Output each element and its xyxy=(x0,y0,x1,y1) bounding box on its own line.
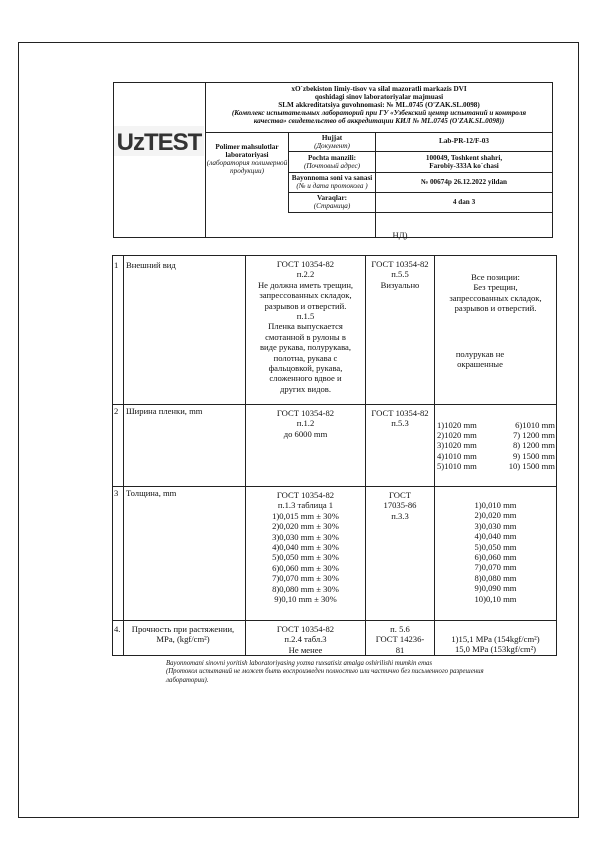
result-line: Без трещин, xyxy=(473,282,518,293)
sheet-label xyxy=(289,194,375,210)
requirement-line: Не должна иметь трещин, xyxy=(257,279,354,290)
doc-label xyxy=(289,134,375,150)
requirement-line: ГОСТ 10354-82 xyxy=(276,259,335,269)
result-line: 3)0,030 mm xyxy=(474,520,517,531)
method-line: 81 xyxy=(395,644,405,655)
requirement-cell xyxy=(246,408,365,439)
method-line: 17035-86 xyxy=(383,500,417,511)
lab-name-uz: Polimer mahsulotlar laboratoriyasi xyxy=(215,143,279,159)
result-line: 1)1020 mm xyxy=(437,420,477,430)
method-line: Визуально xyxy=(380,279,420,290)
requirement-line: 5)0,050 mm ± 30% xyxy=(272,552,339,563)
result-line: 9) 1500 mm xyxy=(512,450,555,461)
requirement-line: сложенного вдвое и xyxy=(269,373,342,384)
org-line: (Комплекс испытательных лабораторий при ГУ «Узбекский центр испытаний и контроля xyxy=(231,109,527,117)
table-fragment: НД) xyxy=(392,230,408,240)
sheet-value: 4 dan 3 xyxy=(452,198,476,206)
org-title xyxy=(206,85,552,125)
protocol-label-ru: (№ и дата протокола ) xyxy=(296,182,368,190)
org-line: SLM akkreditatsiya guvohnomasi: № ML.0745 (O'ZAK.SL.0098) xyxy=(278,101,480,109)
address-label-ru: (Почтовый адрес) xyxy=(303,162,361,170)
requirement-line: 6)0,060 mm ± 30% xyxy=(272,562,339,573)
result-line: 5)0,050 mm xyxy=(474,541,517,552)
address-value xyxy=(376,154,552,170)
result-line: 8)0,080 mm xyxy=(474,572,517,583)
row-parameter-line: Прочность при растяжении, xyxy=(131,624,235,634)
requirement-line: 9)0,10 mm ± 30% xyxy=(274,594,337,605)
result-line: полурукав не xyxy=(455,349,505,359)
result-line: 7) 1200 mm xyxy=(512,430,555,441)
result-line: 2)0,020 mm xyxy=(474,510,517,521)
protocol-value: № 00674p 26.12.2022 yildan xyxy=(420,178,508,186)
table-border xyxy=(112,255,113,655)
requirement-line: запрессованных складок, xyxy=(259,290,352,301)
requirement-line: 4)0,040 mm ± 30% xyxy=(272,542,339,553)
table-border xyxy=(556,255,557,655)
requirement-cell xyxy=(246,490,365,604)
sheet-label-uz: Varaqlar: xyxy=(316,194,348,202)
requirement-line: ГОСТ 10354-82 xyxy=(276,408,335,418)
protocol-label-uz: Bayonnoma soni va sanasi xyxy=(291,174,373,182)
requirement-line: ГОСТ 10354-82 xyxy=(276,624,335,634)
row-parameter: Ширина пленки, mm xyxy=(126,406,203,416)
lab-name xyxy=(206,143,288,175)
lab-name-ru: (лаборатория полимерной продукции) xyxy=(206,159,288,175)
result-line: разрывов и отверстий. xyxy=(454,303,537,314)
protocol-label xyxy=(289,174,375,190)
table-row-divider xyxy=(112,620,557,621)
result-line: 4)0,040 mm xyxy=(474,531,517,542)
result-line: 3)1020 mm xyxy=(437,440,477,451)
method-line: п.5.3 xyxy=(391,418,409,429)
footer-line: лаборатории). xyxy=(166,676,209,684)
requirement-cell xyxy=(246,624,365,655)
table-row-divider xyxy=(112,486,557,487)
requirement-line: полотна, рукава с xyxy=(273,352,338,363)
result-line: 1)15,1 MPa (154kgf/cm²) xyxy=(451,634,540,644)
result-line: 2)1020 mm xyxy=(437,430,477,441)
address-label xyxy=(289,154,375,170)
method-line: ГОСТ xyxy=(388,490,412,500)
header-divider xyxy=(288,192,553,193)
requirement-line: 8)0,080 mm ± 30% xyxy=(272,583,339,594)
requirement-line: других видов. xyxy=(280,383,331,394)
requirement-line: 2)0,020 mm ± 30% xyxy=(272,521,339,532)
result-line: 6)1010 mm xyxy=(515,420,555,430)
requirement-line: п.2.4 табл.3 xyxy=(284,634,327,645)
method-line: п.5.5 xyxy=(391,269,409,280)
method-cell xyxy=(366,408,434,429)
org-line: качества» свидетельство об аккредитации КИЛ № ML.0745 (O'ZAK.SL.0098)) xyxy=(253,117,505,125)
requirement-line: п.2.2 xyxy=(296,269,315,280)
requirement-line: Пленка выпускается xyxy=(268,321,343,332)
result-cell xyxy=(495,420,555,471)
requirement-cell xyxy=(246,259,365,394)
table-column-divider xyxy=(123,255,124,655)
requirement-line: 3)0,030 mm ± 30% xyxy=(272,531,339,542)
method-cell xyxy=(366,624,434,655)
method-line: ГОСТ 10354-82 xyxy=(371,408,429,418)
header-divider xyxy=(288,151,553,152)
result-line: 8) 1200 mm xyxy=(512,440,555,451)
result-line: 10)0,10 mm xyxy=(474,593,517,604)
requirement-line: виде рукава, полурукава, xyxy=(259,342,351,353)
requirement-line: 7)0,070 mm ± 30% xyxy=(272,573,339,584)
requirement-line: смотанной в рулоны в xyxy=(265,331,346,342)
method-cell xyxy=(366,259,434,290)
result-cell xyxy=(435,500,556,604)
requirement-line: до 6000 mm xyxy=(283,428,328,439)
footer-note xyxy=(166,660,484,685)
header-divider xyxy=(288,172,553,173)
result-line: Все позиции: xyxy=(471,272,520,282)
result-line: запрессованных складок, xyxy=(449,292,542,303)
result-cell xyxy=(437,420,495,471)
row-number: 4. xyxy=(114,624,121,634)
requirement-line: фальцовкой, рукава, xyxy=(268,363,343,374)
row-parameter: Толщина, mm xyxy=(126,488,177,498)
address-line: 100049, Toshkent shahri, xyxy=(425,154,503,162)
method-line: п. 5.6 xyxy=(390,624,410,634)
doc-label-ru: (Документ) xyxy=(314,142,350,150)
result-cell xyxy=(435,272,556,314)
requirement-line: 1)0,015 mm ± 30% xyxy=(272,510,339,521)
row-parameter: Внешний вид xyxy=(126,260,176,270)
row-number: 3 xyxy=(114,488,119,498)
table-column-divider xyxy=(365,255,366,655)
svg-text:UzTEST: UzTEST xyxy=(116,129,202,156)
requirement-line: Не менее xyxy=(288,644,323,655)
result-line: 9)0,090 mm xyxy=(474,583,517,594)
requirement-line: п.1.3 таблица 1 xyxy=(277,500,334,511)
method-line: ГОСТ 10354-82 xyxy=(371,259,429,269)
row-number: 2 xyxy=(114,406,119,416)
sheet-label-ru: (Страница) xyxy=(313,202,351,210)
result-line: 15,0 MPa (153kgf/cm²) xyxy=(454,644,537,655)
result-line: 10) 1500 mm xyxy=(508,460,555,471)
requirement-line: разрывов и отверстий. xyxy=(264,300,347,311)
requirement-line: ГОСТ 10354-82 xyxy=(276,490,335,500)
result-cell xyxy=(435,634,556,655)
footer-line: (Протокол испытаний не может быть воспроизведен полностью или частично без письменного разрешения xyxy=(166,668,484,676)
result-line: окрашенные xyxy=(457,359,503,370)
org-line: qoshidagi sinov laboratoriyalar majmuasi xyxy=(314,93,444,101)
doc-value: Lab-PR-12/F-03 xyxy=(439,137,489,145)
requirement-line: п.1.2 xyxy=(296,418,315,429)
method-line: п.3.3 xyxy=(391,510,409,521)
table-row-divider xyxy=(112,255,557,256)
uztest-logo xyxy=(114,122,204,160)
result-line: 1)0,010 mm xyxy=(474,500,517,510)
header-divider xyxy=(288,212,553,213)
result-line: 6)0,060 mm xyxy=(474,552,517,563)
result-cell xyxy=(435,349,525,370)
row-number: 1 xyxy=(114,260,119,270)
method-cell xyxy=(366,490,434,521)
row-parameter-line: MPa, (kgf/cm²) xyxy=(156,634,210,645)
org-line: xO`zbekiston Iimiy-tisov va silal mazoratli markazis DVI xyxy=(291,85,467,93)
header-divider xyxy=(205,132,553,133)
result-line: 7)0,070 mm xyxy=(474,562,517,573)
result-line: 4)1010 mm xyxy=(437,450,477,461)
row-parameter xyxy=(118,624,248,645)
footer-line: Bayonnomani sinovni yoritish laboratoriyasing yozma ruxsatisiz amalga oshirilishi mumkin emas xyxy=(166,660,433,667)
doc-label-uz: Hujjat xyxy=(321,134,343,142)
address-line: Farobiy-333A ko`chasi xyxy=(429,162,499,170)
table-row-divider xyxy=(112,404,557,405)
result-line: 5)1010 mm xyxy=(437,460,477,471)
requirement-line: п.1.5 xyxy=(296,311,315,322)
method-line: ГОСТ 14236- xyxy=(375,634,425,645)
address-label-uz: Pochta manzili: xyxy=(307,154,357,162)
